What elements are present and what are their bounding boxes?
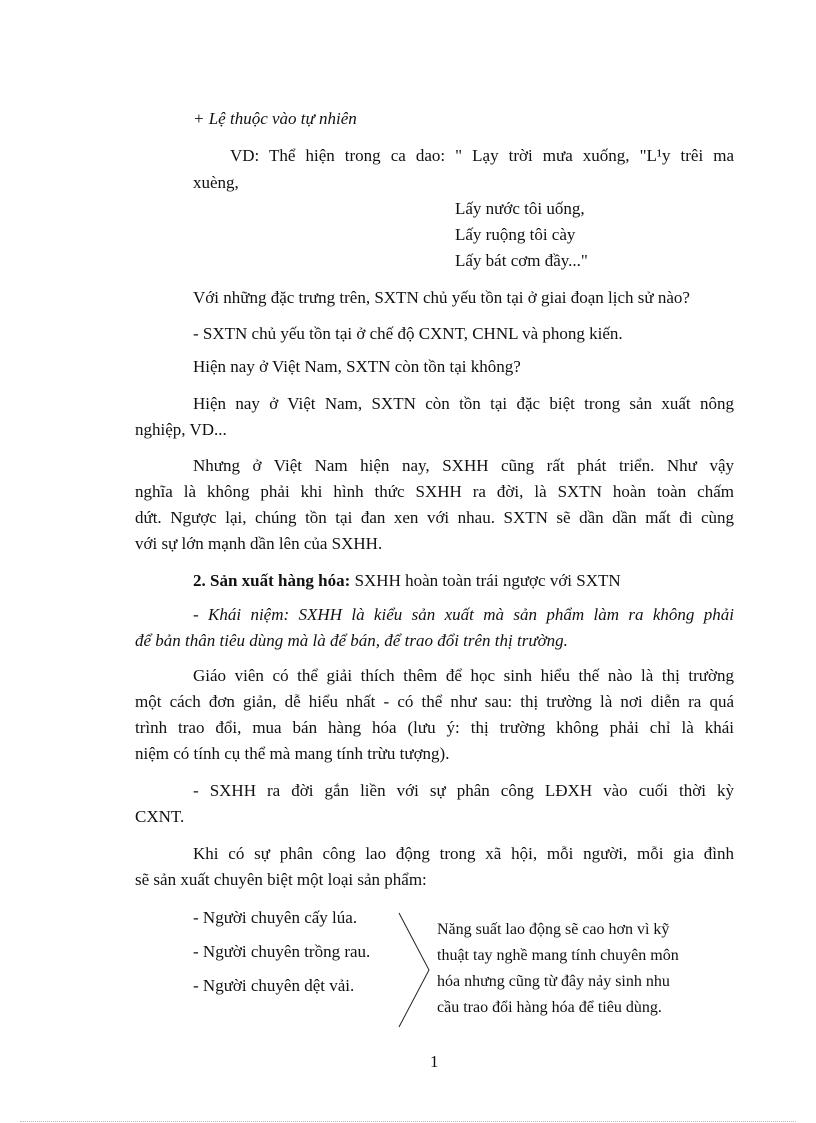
- poem-line-3: Lấy bát cơm đầy...": [455, 251, 588, 270]
- note-line: Năng suất lao động sẽ cao hơn vì kỹ: [437, 921, 670, 938]
- note-line: cầu trao đổi hàng hóa để tiêu dùng.: [437, 999, 662, 1016]
- list-item: - Người chuyên cấy lúa.: [193, 908, 358, 927]
- explain-line: một cách đơn giản, dễ hiểu nhất - có thể như sau: thị trường là nơi diễn ra quá: [135, 692, 734, 711]
- origin-line: CXNT.: [135, 807, 185, 826]
- explain-line: trình trao đổi, mua bán hàng hóa (lưu ý: thị trường không phải chỉ là khái: [135, 718, 734, 737]
- question-vietnam: Hiện nay ở Việt Nam, SXTN còn tồn tại không?: [193, 357, 521, 376]
- section-subtitle: SXHH hoàn toàn trái ngược với SXTN: [350, 571, 621, 590]
- paragraph-line: với sự lớn mạnh dần lên của SXHH.: [135, 534, 383, 553]
- answer-vietnam-continued: nghiệp, VD...: [135, 420, 227, 439]
- note-line: hóa nhưng cũng từ đây nảy sinh nhu: [437, 973, 670, 990]
- section-title: 2. Sản xuất hàng hóa:: [193, 571, 351, 590]
- paragraph-line: Nhưng ở Việt Nam hiện nay, SXHH cũng rất phát triển. Như vậy: [193, 456, 734, 475]
- paragraph-line: nghĩa là không phải khi hình thức SXHH ra đời, là SXTN hoàn toàn chấm: [135, 482, 734, 501]
- explain-line: niệm có tính cụ thể mà mang tính trừu tượng).: [135, 744, 450, 763]
- answer-stage: - SXTN chủ yếu tồn tại ở chế độ CXNT, CHNL và phong kiến.: [193, 324, 623, 343]
- page-number: 1: [430, 1052, 439, 1071]
- example-line: VD: Thể hiện trong ca dao: " Lạy trời mưa xuống, "L¹y trêi ma: [230, 146, 734, 165]
- example-line-continued: xuèng,: [193, 173, 239, 192]
- note-line: thuật tay nghề mang tính chuyên môn: [437, 947, 679, 964]
- paragraph-line: dứt. Ngược lại, chúng tồn tại đan xen với nhau. SXTN sẽ dần dần mất đi cùng: [135, 508, 734, 527]
- question-stage: Với những đặc trưng trên, SXTN chủ yếu tồn tại ở giai đoạn lịch sử nào?: [193, 288, 690, 307]
- definition-line: để bản thân tiêu dùng mà là để bán, để trao đổi trên thị trường.: [135, 631, 568, 650]
- poem-line-1: Lấy nước tôi uống,: [455, 199, 585, 218]
- page-divider: [20, 1121, 796, 1122]
- explain-line: Giáo viên có thể giải thích thêm để học sinh hiểu thế nào là thị trường: [193, 666, 734, 685]
- definition-line: - Khái niệm: SXHH là kiểu sản xuất mà sản phẩm làm ra không phải: [193, 605, 734, 624]
- list-item: - Người chuyên trồng rau.: [193, 942, 371, 961]
- answer-vietnam: Hiện nay ở Việt Nam, SXTN còn tồn tại đặc biệt trong sản xuất nông: [193, 394, 734, 413]
- bullet-dependence-nature: + Lệ thuộc vào tự nhiên: [193, 109, 357, 128]
- section-heading: [193, 570, 621, 592]
- bracket-icon: [395, 911, 435, 1029]
- list-item: - Người chuyên dệt vải.: [193, 976, 355, 995]
- division-line: Khi có sự phân công lao động trong xã hội, mỗi người, mỗi gia đình: [193, 844, 734, 863]
- division-line: sẽ sản xuất chuyên biệt một loại sản phẩm:: [135, 870, 427, 889]
- poem-line-2: Lấy ruộng tôi cày: [455, 225, 576, 244]
- origin-line: - SXHH ra đời gắn liền với sự phân công LĐXH vào cuối thời kỳ: [193, 781, 734, 800]
